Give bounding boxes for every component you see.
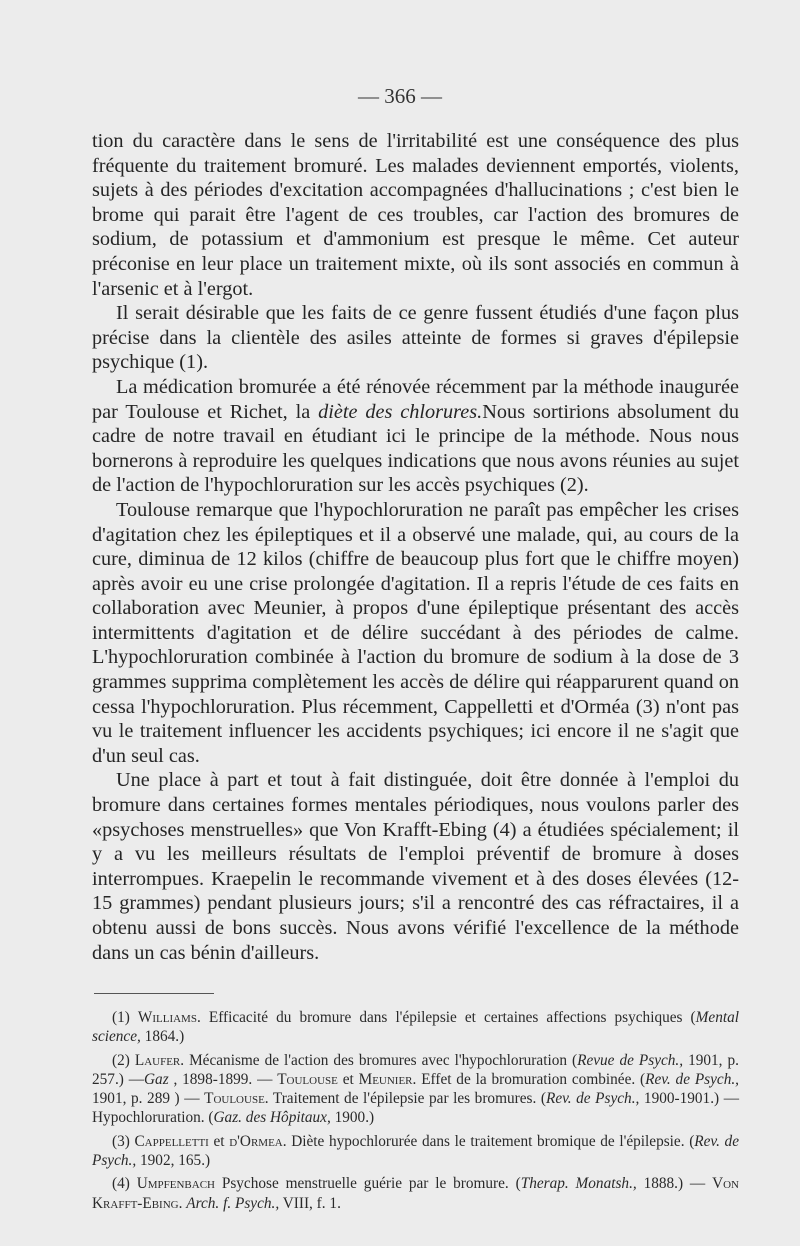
author-name: Williams. [137,1009,201,1026]
text-run: VIII, f. 1. [279,1194,341,1212]
author-name: Laufer. [134,1051,185,1069]
author-name: Meunier. [358,1070,417,1088]
text-run: Psychose menstruelle guérie par le bromure. ( [214,1175,521,1193]
paragraph [92,129,739,301]
text-run: Toulouse remarque que l'hypochloruration ne paraît pas empêcher les crises d'agitation chez les épileptiques et il a observé une malade, qui, au cours de la cure, diminua de 12 kilos (chiffre de beaucoup plus fort que le chiffre moyen) après avoir eu une crise prolongée d'agitation. Il a repris l'étude de ces faits en collaboration avec Meunier, à propos d'une épileptique présentant des accès intermittents d'agitation et de délire succédant à des périodes de calme. L'hypochloruration combinée à l'action du bromure de sodium à la dose de 3 grammes supprima complètement les accès de délire qui réapparurent quand on cessa l'hypochloruration. Plus récemment, Cappelletti et d'Orméa (3) n'ont pas vu le traitement influencer les accidents psychiques; ici encore il ne s'agit que d'un seul cas. [92,498,739,767]
footnote [92,1008,739,1047]
author-name: Toulouse [277,1070,338,1088]
text-run: Une place à part et tout à fait distinguée, doit être donnée à l'emploi du bromure dans certaines formes mentales périodiques, nous voulons parler des «psychoses menstruelles» que Von Krafft-Ebing (4) a étudiées spécialement; il y a vu les meilleurs résultats de l'emploi préventif de bromure à doses interrompues. Kraepelin le recommande vivement et à des doses élevées (12-15 grammes) pendant plusieurs jours; s'il a rencontré des cas réfractaires, il a obtenu aussi de bons succès. Nous avons vérifié l'excellence de la méthode dans un cas bénin d'ailleurs. [92,769,739,964]
footnote [92,1051,739,1128]
text-run: Effet de la bromuration combinée. ( [416,1070,646,1088]
text-run: (1) [112,1009,138,1026]
text-run: (4) [112,1175,137,1193]
text-run: Efficacité du bromure dans l'épilepsie et certaines affections psychiques ( [200,1009,696,1026]
text-run: Traitement de l'épilepsie par les bromures. ( [268,1090,546,1108]
text-run: 1888.) — [636,1175,713,1193]
text-run: 1902, 165.) [136,1152,211,1170]
italic-text: Rev. de Psych., [545,1090,640,1108]
italic-text: Mental science, [92,1009,739,1046]
paragraph [92,768,739,965]
italic-text: Gaz. des Hôpitaux, [213,1109,331,1127]
text-run: et [337,1070,359,1088]
text-run: (2) [112,1051,135,1069]
author-name: Umpfenbach [136,1175,215,1193]
author-name: Toulouse. [204,1090,269,1108]
text-run: tion du caractère dans le sens de l'irritabilité est une conséquence des plus fréquente du traitement bromuré. Les malades deviennent emportés, violents, sujets à des périodes d'excitation accompagnées d'hallucinations ; c'est bien le brome qui parait être l'agent de ces troubles, car l'action des bromures de sodium, de potassium et d'ammonium est presque le même. Cet auteur préconise en leur place un traitement mixte, où ils sont associés en commun à l'arsenic et à l'ergot. [92,130,739,300]
footnote-divider [94,993,214,994]
page-number: — 366 — [358,84,442,108]
text-run: 1900.) [330,1109,375,1127]
italic-text: Rev. de Psych., [645,1070,739,1088]
text-run: (3) [112,1132,135,1150]
paragraph [92,301,739,375]
text-run: Diète hypochlorurée dans le traitement bromique de l'épilepsie. ( [286,1132,695,1150]
text-run: Nous sortirions absolument du cadre de notre travail en étudiant ici le principe de la méthode. Nous nous bornerons à reproduire les quelques indications que nous avons réunies au sujet de l'action de l'hypochloruration sur les accès psychiques (2). [92,400,740,497]
italic-text: Rev. de Psych., [92,1132,739,1170]
author-name: d'Ormea. [229,1132,287,1150]
text-run: Il serait désirable que les faits de ce genre fussent étudiés d'une façon plus précise dans la clientèle des asiles atteinte de formes si graves d'épilepsie psychique (1). [92,302,739,374]
text-run: , 1898-1899. — [168,1070,278,1088]
text-run: 1900-1901.) — Hypochloruration. ( [92,1090,739,1127]
footnote [92,1174,739,1213]
text-run: Mécanisme de l'action des bromures avec l'hypochloruration ( [184,1051,578,1069]
italic-text: Therap. Monatsh., [520,1175,637,1193]
footnotes [92,1008,739,1217]
italic-text: Gaz [144,1070,169,1088]
text-run: La médication bromurée a été rénovée récemment par la méthode inaugurée par Toulouse et Richet, la [92,375,739,423]
text-run: et [208,1132,230,1150]
author-name: Von Krafft-Ebing. [92,1175,739,1212]
text-run: 1901, p. 257.) — [92,1051,739,1088]
italic-text: diète des chlorures. [318,400,483,423]
paragraph [92,375,739,498]
body-text [92,129,739,965]
text-run: 1864.) [140,1028,185,1046]
italic-text: Arch. f. Psych., [186,1194,280,1212]
italic-text: Revue de Psych., [577,1051,684,1069]
text-run: 1901, p. 289 ) — [92,1090,205,1108]
paragraph [92,498,739,769]
author-name: Cappelletti [134,1132,209,1150]
footnote [92,1132,739,1171]
